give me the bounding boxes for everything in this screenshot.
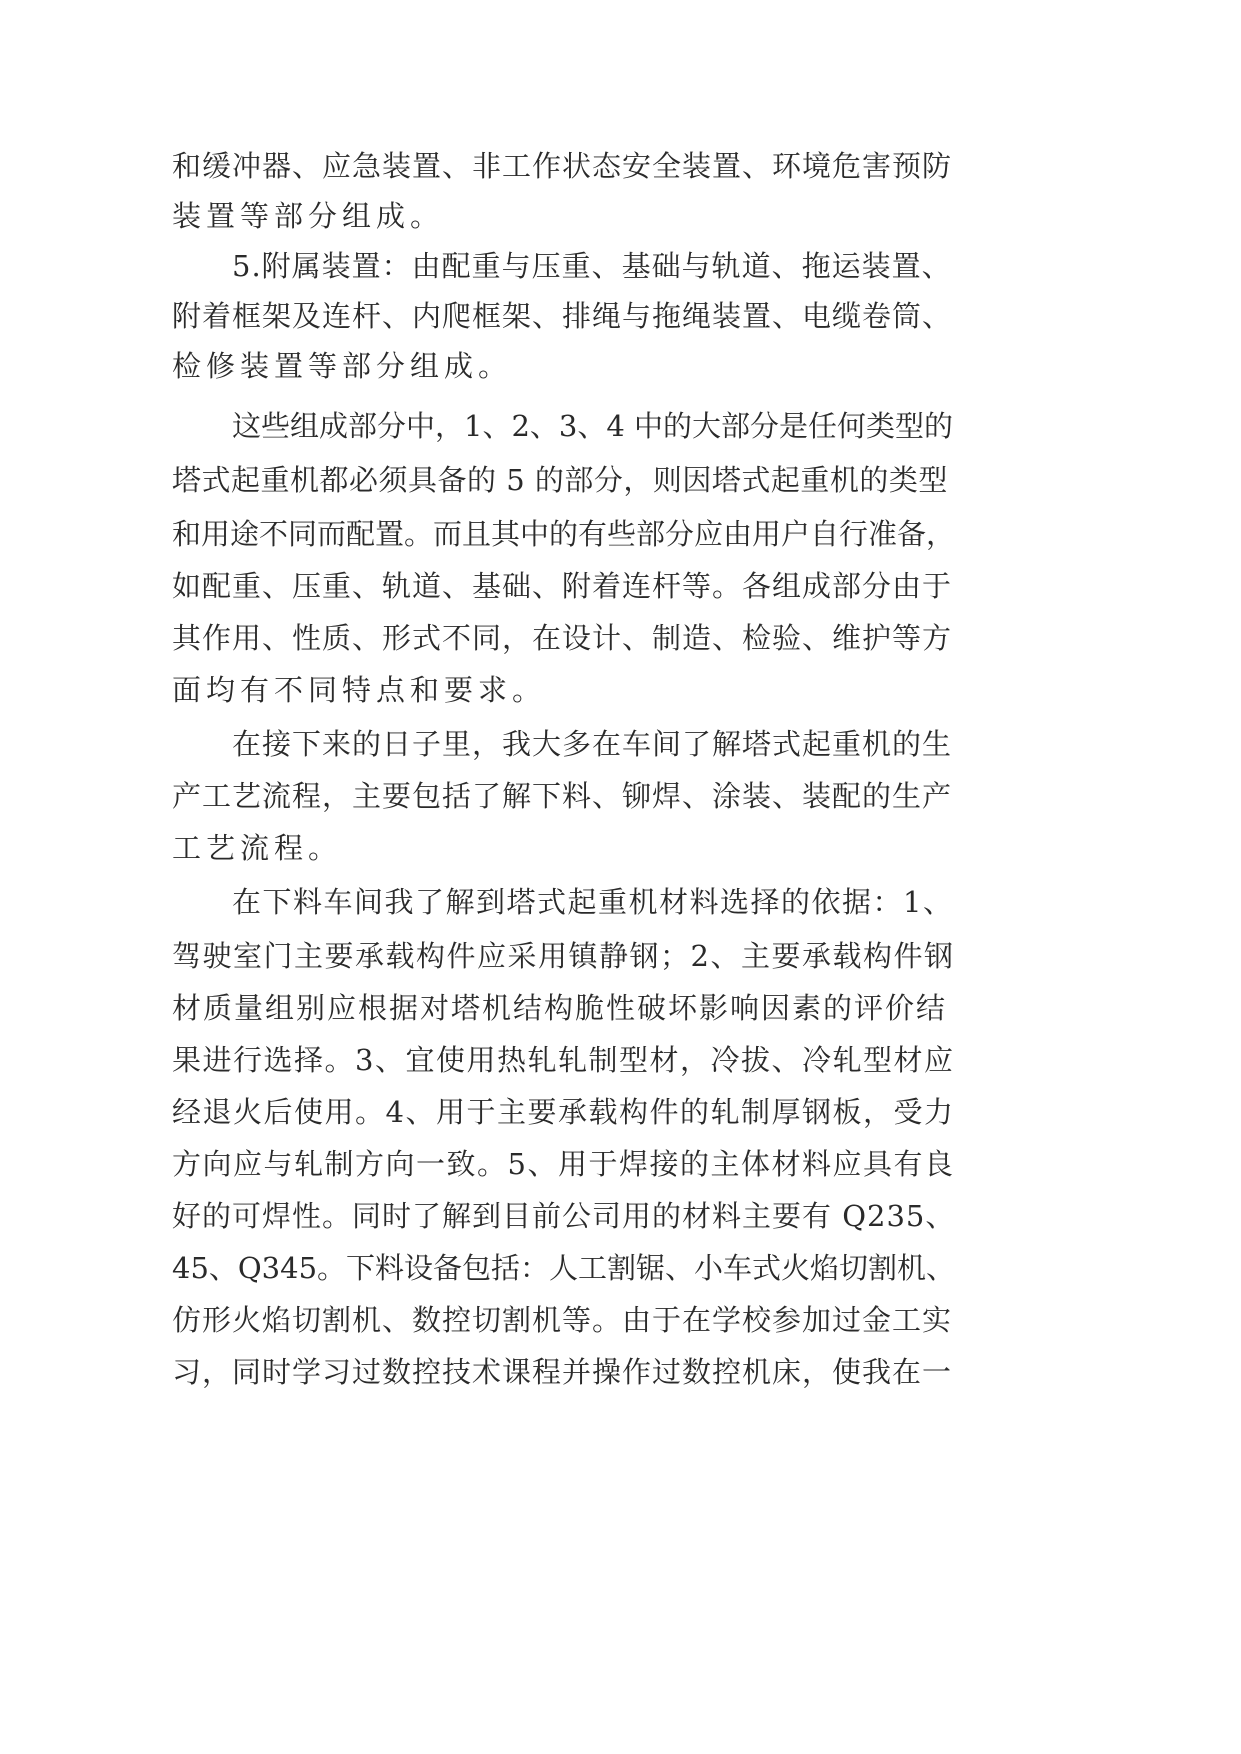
text-line: 驾驶室门主要承载构件应采用镇静钢；2、主要承载构件钢	[172, 939, 955, 973]
text-line: 如配重、压重、轨道、基础、附着连杆等。各组成部分由于	[172, 569, 953, 603]
text-line: 面均有不同特点和要求。	[172, 673, 547, 707]
text-line: 产工艺流程，主要包括了解下料、铆焊、涂装、装配的生产	[172, 779, 953, 813]
text-line: 和用途不同而配置。而且其中的有些部分应由用户自行准备，	[172, 517, 956, 551]
text-line: 经退火后使用。4、用于主要承载构件的轧制厚钢板，受力	[172, 1095, 955, 1129]
text-line: 5.附属装置：由配重与压重、基础与轨道、拖运装置、	[232, 249, 952, 283]
text-line: 45、Q345。下料设备包括：人工割锯、小车式火焰切割机、	[172, 1251, 956, 1285]
text-line: 习，同时学习过数控技术课程并操作过数控机床，使我在一	[172, 1355, 953, 1389]
text-line: 仿形火焰切割机、数控切割机等。由于在学校参加过金工实	[172, 1303, 953, 1337]
text-line: 果进行选择。3、宜使用热轧轧制型材，冷拔、冷轧型材应	[172, 1043, 955, 1077]
text-line: 其作用、性质、形式不同，在设计、制造、检验、维护等方	[172, 621, 953, 655]
text-line: 好的可焊性。同时了解到目前公司用的材料主要有 Q235、	[172, 1199, 956, 1233]
text-line: 附着框架及连杆、内爬框架、排绳与拖绳装置、电缆卷筒、	[172, 299, 953, 333]
text-line: 这些组成部分中，1、2、3、4 中的大部分是任何类型的	[232, 409, 954, 443]
text-line: 方向应与轧制方向一致。5、用于焊接的主体材料应具有良	[172, 1147, 955, 1181]
text-line: 材质量组别应根据对塔机结构脆性破坏影响因素的评价结	[172, 991, 948, 1025]
text-line: 和缓冲器、应急装置、非工作状态安全装置、环境危害预防	[172, 149, 953, 183]
text-line: 工艺流程。	[172, 831, 343, 865]
text-line: 在下料车间我了解到塔式起重机材料选择的依据：1、	[232, 885, 954, 919]
text-line: 装置等部分组成。	[172, 199, 445, 233]
text-line: 在接下来的日子里，我大多在车间了解塔式起重机的生	[232, 727, 953, 761]
text-line: 塔式起重机都必须具备的 5 的部分，则因塔式起重机的类型	[172, 463, 948, 497]
text-line: 检修装置等部分组成。	[172, 349, 513, 383]
